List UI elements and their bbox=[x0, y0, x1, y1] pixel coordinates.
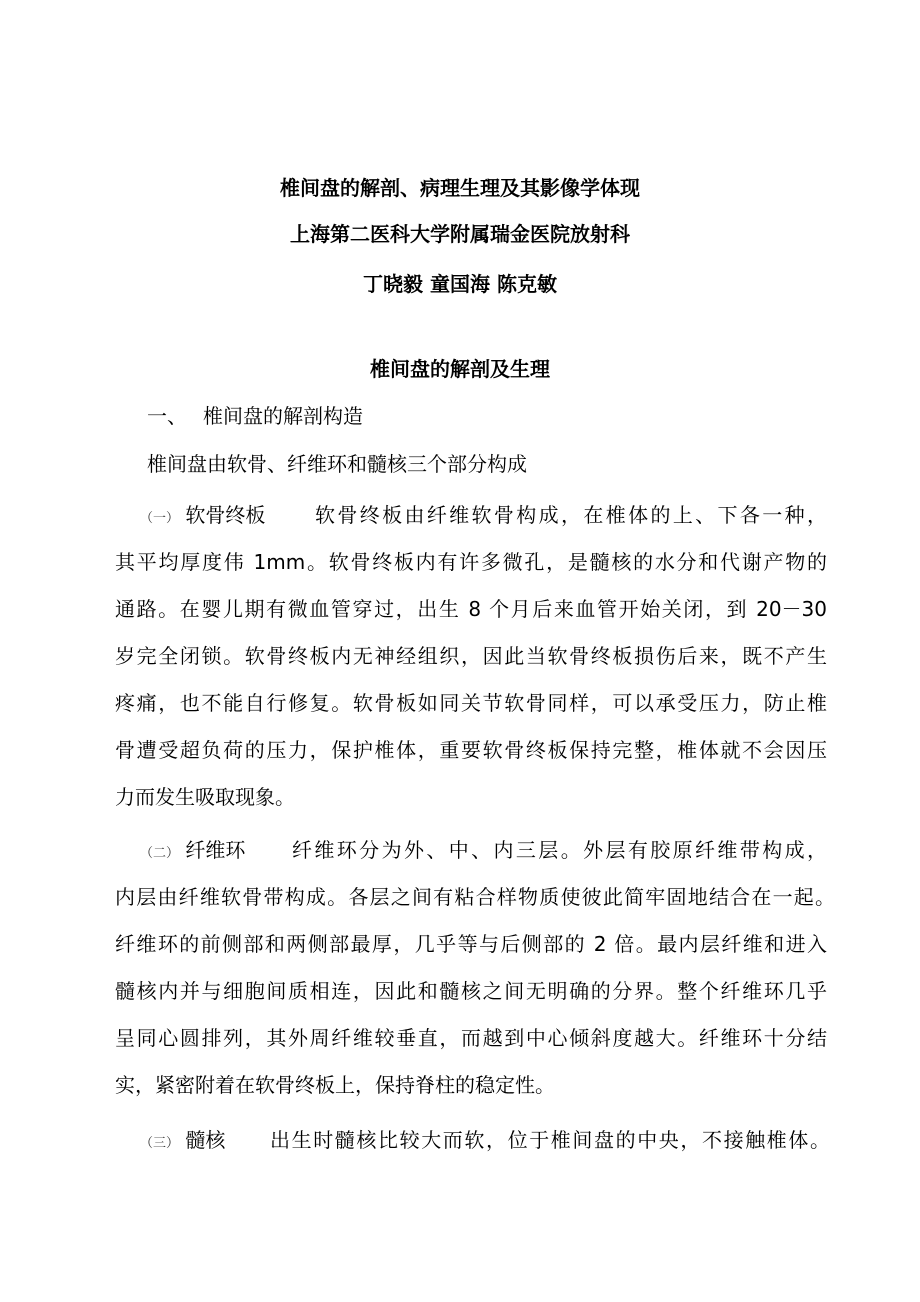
subsection-number: （二） bbox=[140, 846, 180, 861]
part-title: 椎间盘的解剖构造 bbox=[203, 404, 363, 428]
paragraph-line: 疼痛，也不能自行修复。软骨板如同关节软骨同样，可以承受压力，防止椎 bbox=[115, 691, 827, 715]
paragraph-line: 内层由纤维软骨带构成。各层之间有粘合样物质使彼此简牢固地结合在一起。 bbox=[115, 885, 835, 909]
authors: 丁晓毅 童国海 陈克敏 bbox=[363, 272, 557, 296]
paragraph-line: 髓核内并与细胞间质相连，因此和髓核之间无明确的分界。整个纤维环几乎 bbox=[115, 979, 827, 1003]
subsection-title: 软骨终板 bbox=[185, 503, 266, 527]
paragraph-line: 其平均厚度伟 1mm。软骨终板内有许多微孔，是髓核的水分和代谢产物的 bbox=[115, 550, 827, 574]
subsection-title: 纤维环 bbox=[185, 838, 246, 862]
subsection-number: （三） bbox=[140, 1136, 180, 1151]
section-heading: 椎间盘的解剖及生理 bbox=[370, 357, 550, 381]
affiliation: 上海第二医科大学附属瑞金医院放射科 bbox=[290, 222, 630, 246]
document-title: 椎间盘的解剖、病理生理及其影像学体现 bbox=[280, 176, 640, 200]
intro-paragraph: 椎间盘由软骨、纤维环和髓核三个部分构成 bbox=[147, 452, 527, 476]
paragraph-line: 岁完全闭锁。软骨终板内无神经组织，因此当软骨终板损伤后来，既不产生 bbox=[115, 644, 827, 668]
paragraph-line: 骨遭受超负荷的压力，保护椎体，重要软骨终板保持完整，椎体就不会因压 bbox=[115, 738, 827, 762]
paragraph-line: 出生时髓核比较大而软，位于椎间盘的中央，不接触椎体。 bbox=[270, 1128, 830, 1152]
subsection-title: 髓核 bbox=[185, 1128, 226, 1152]
paragraph-line: 纤维环分为外、中、内三层。外层有胶原纤维带构成， bbox=[292, 838, 827, 862]
paragraph-line: 实，紧密附着在软骨终板上，保持脊柱的稳定性。 bbox=[115, 1073, 555, 1097]
paragraph-line: 通路。在婴儿期有微血管穿过，出生 8 个月后来血管开始关闭，到 20－30 bbox=[115, 597, 827, 621]
part-number: 一、 bbox=[147, 404, 187, 428]
paragraph-line: 呈同心圆排列，其外周纤维较垂直，而越到中心倾斜度越大。纤维环十分结 bbox=[115, 1026, 827, 1050]
paragraph-line: 纤维环的前侧部和两侧部最厚，几乎等与后侧部的 2 倍。最内层纤维和进入 bbox=[115, 932, 827, 956]
paragraph-line: 力而发生吸取现象。 bbox=[115, 785, 295, 809]
subsection-number: （一） bbox=[140, 511, 180, 526]
paragraph-line: 软骨终板由纤维软骨构成，在椎体的上、下各一种， bbox=[315, 503, 827, 527]
